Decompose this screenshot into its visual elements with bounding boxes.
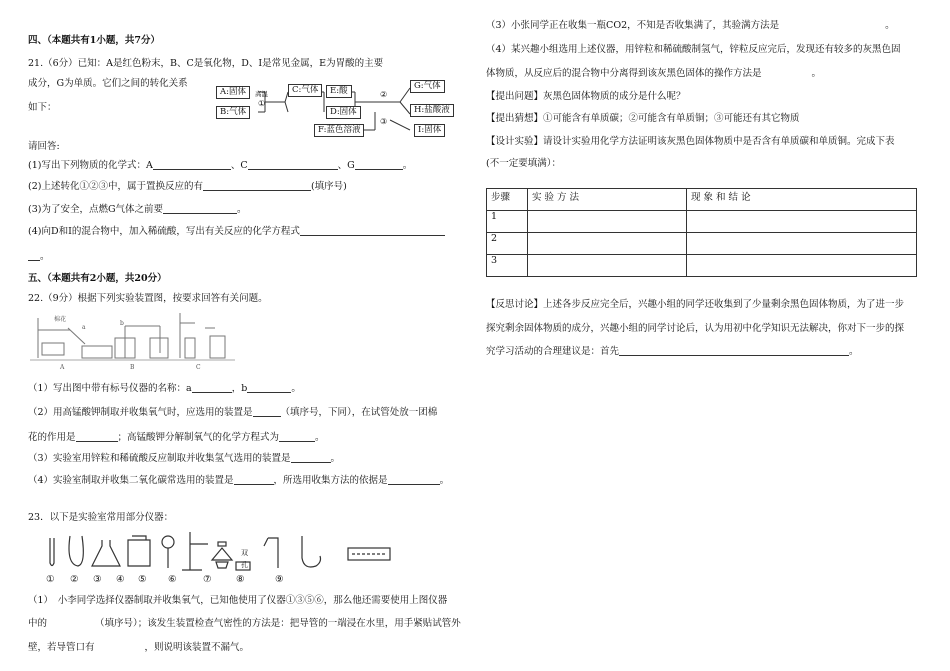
row-step-1: 1 xyxy=(487,211,528,233)
answer-blank-h2-device[interactable] xyxy=(291,452,331,463)
instrument-num-2: ② xyxy=(70,574,79,585)
r-reflect-line3: 究学习活动的合理建议是：首先 。 xyxy=(486,346,859,357)
r-design-line2: (不一定要填满）： xyxy=(486,158,561,169)
r-q4-line2: 体物质，从反应后的混合物中分离得到该灰黑色固体的操作方法是 。 xyxy=(486,68,822,79)
r-hypothesis: 【提出猜想】①可能含有单质碳；②可能含有单质铜；③可能还有其它物质 xyxy=(486,113,800,124)
r-design-line1: 【设计实验】请设计实验用化学方法证明该灰黑色固体物质中是否含有单质碳和单质铜。完成下表 xyxy=(486,136,895,147)
header-method: 实 验 方 法 xyxy=(528,189,687,211)
step-1-marker: ① xyxy=(258,99,266,108)
r-problem: 【提出问题】灰黑色固体物质的成分是什么呢？ xyxy=(486,91,686,102)
q21-part3: (3)为了安全，点燃G气体之前要 。 xyxy=(28,204,247,215)
q22-part2b: 花的作用是 ；高锰酸钾分解制氧气的化学方程式为 。 xyxy=(28,432,325,443)
q21-part2: (2)上述转化①②③中，属于置换反应的有 (填序号) xyxy=(28,181,347,192)
answer-blank-c[interactable] xyxy=(248,159,338,170)
box-e: E:酸 xyxy=(326,85,352,98)
apparatus-label-B: B xyxy=(130,364,135,371)
answer-blank-kmno4-equation[interactable] xyxy=(279,431,315,442)
header-step: 步骤 xyxy=(487,189,528,211)
answer-blank-b-name[interactable] xyxy=(247,382,291,393)
table-row xyxy=(487,211,917,233)
box-i: I:固体 xyxy=(414,124,445,137)
q22-part1: （1）写出图中带有标号仪器的名称：a ，b 。 xyxy=(28,383,301,394)
instrument-num-4: ④ xyxy=(116,574,125,585)
instrument-num-6: ⑥ xyxy=(168,574,177,585)
step-3-marker: ③ xyxy=(380,117,388,126)
box-h: H:盐酸液 xyxy=(410,104,454,117)
box-c: C:气体 xyxy=(288,84,322,97)
q22-part3: （3）实验室用锌粒和稀硫酸反应制取并收集氢气选用的装置是 。 xyxy=(28,453,341,464)
instrument-num-5: ⑤ xyxy=(138,574,147,585)
cell-result-3[interactable] xyxy=(687,255,917,277)
answer-blank-extra-instruments[interactable] xyxy=(47,618,95,628)
cell-method-3[interactable] xyxy=(528,255,687,277)
cell-result-1[interactable] xyxy=(687,211,917,233)
q23-stem: 23．以下是实验室常用部分仪器： xyxy=(28,512,174,523)
answer-blank-equation-cont[interactable] xyxy=(28,250,40,261)
label-two-hole-1: 双 xyxy=(241,549,248,557)
q22-part2: （2）用高锰酸钾制取并收集氧气时，应选用的装置是 （填序号，下同），在试管处放一团棉 xyxy=(28,407,438,418)
r-q3: （3）小张同学正在收集一瓶CO2，不知是否收集满了，其验满方法是 。 xyxy=(486,20,895,31)
answer-blank-co2-full-check[interactable] xyxy=(779,20,885,30)
r-q4-line1: （4）某兴趣小组选用上述仪器，用锌粒和稀硫酸制氢气，锌粒反应完后，发现还有较多的灰黑色固 xyxy=(486,44,901,55)
answer-blank-displacement[interactable] xyxy=(203,180,311,191)
box-d: D:固体 xyxy=(326,106,361,119)
answer-blank-bubbles[interactable] xyxy=(95,642,145,652)
answer-blank-a[interactable] xyxy=(153,159,231,170)
header-result: 现 象 和 结 论 xyxy=(687,189,917,211)
box-g: G:气体 xyxy=(410,80,445,93)
instrument-num-1: ① xyxy=(46,574,55,585)
instruments-figure xyxy=(40,528,420,578)
row-step-2: 2 xyxy=(487,233,528,255)
r-reflect-line2: 探究剩余固体物质的成分，兴趣小组的同学讨论后，认为用初中化学知识无法解决，你对下一步的探 xyxy=(486,323,905,334)
apparatus-label-b: b xyxy=(120,320,124,327)
q21-part4: (4)向D和I的混合物中，加入稀硫酸，写出有关反应的化学方程式 xyxy=(28,225,445,238)
answer-prompt: 请回答: xyxy=(28,141,60,152)
section5-header: 五、（本题共有2小题，共20分） xyxy=(28,273,167,284)
box-f: F:蓝色溶液 xyxy=(314,124,364,137)
apparatus-label-A: A xyxy=(60,364,65,371)
q21-stem-line1: 21.（6分）已知：A是红色粉末，B、C是氧化物，D、I是常见金属，E为胃酸的主要 xyxy=(28,58,384,69)
apparatus-label-cotton: 棉花 xyxy=(54,316,67,323)
row-step-3: 3 xyxy=(487,255,528,277)
answer-blank-separation-method[interactable] xyxy=(762,68,812,78)
label-two-hole-2: 孔 xyxy=(241,561,248,569)
apparatus-label-a: a xyxy=(82,324,86,331)
step-2-marker: ② xyxy=(380,90,388,99)
instrument-num-3: ③ xyxy=(93,574,102,585)
answer-blank-cotton-purpose[interactable] xyxy=(76,431,118,442)
table-row xyxy=(487,255,917,277)
q22-part4: （4）实验室制取并收集二氧化碳常选用的装置是 ，所选用收集方法的依据是 。 xyxy=(28,475,450,486)
instrument-num-8: ⑧ xyxy=(236,574,245,585)
q23-part1-line1: （1） 小李同学选择仪器制取并收集氧气，已知他使用了仪器①③⑤⑥，那么他还需要使用上图仪器 xyxy=(28,595,448,606)
r-reflect-line1: 【反思讨论】上述各步反应完全后，兴趣小组的同学还收集到了少量剩余黑色固体物质，为了进一步 xyxy=(486,299,905,310)
q21-stem-line2: 成分，G为单质。它们之间的转化关系 xyxy=(28,78,188,89)
apparatus-label-C: C xyxy=(196,364,201,371)
answer-blank-safety[interactable] xyxy=(163,203,237,214)
q21-part4-cont: 。 xyxy=(28,250,50,263)
answer-blank-collection-basis[interactable] xyxy=(388,474,440,485)
q22-stem: 22.（9分）根据下列实验装置图，按要求回答有关问题。 xyxy=(28,293,268,304)
table-row xyxy=(487,233,917,255)
cell-method-1[interactable] xyxy=(528,211,687,233)
table-header-row xyxy=(487,189,917,211)
instrument-num-7: ⑦ xyxy=(203,574,212,585)
cell-result-2[interactable] xyxy=(687,233,917,255)
q21-stem-line3: 如下： xyxy=(28,102,57,113)
box-b: B:气体 xyxy=(216,106,250,119)
instrument-num-9: ⑨ xyxy=(275,574,284,585)
answer-blank-co2-device[interactable] xyxy=(234,474,274,485)
section4-header: 四、（本题共有1小题，共7分） xyxy=(28,35,160,46)
answer-blank-a-name[interactable] xyxy=(192,382,232,393)
arrow-label-high-temp: 高温 xyxy=(255,90,268,98)
q23-part1-line2: 中的 （填序号）；该发生装置检查气密性的方法是：把导管的一端浸在水里，用手紧贴试管外 xyxy=(28,618,461,629)
answer-blank-g[interactable] xyxy=(355,159,403,170)
box-a: A:固体 xyxy=(216,86,250,99)
q21-part1: (1)写出下列物质的化学式：A 、C 、G 。 xyxy=(28,160,413,171)
answer-blank-o2-device[interactable] xyxy=(253,406,281,417)
answer-blank-suggestion[interactable] xyxy=(619,345,849,356)
cell-method-2[interactable] xyxy=(528,233,687,255)
q23-part1-line3: 壁，若导管口有 ，则说明该装置不漏气。 xyxy=(28,642,250,653)
answer-blank-equation[interactable] xyxy=(300,225,445,236)
experiment-table xyxy=(486,188,917,277)
